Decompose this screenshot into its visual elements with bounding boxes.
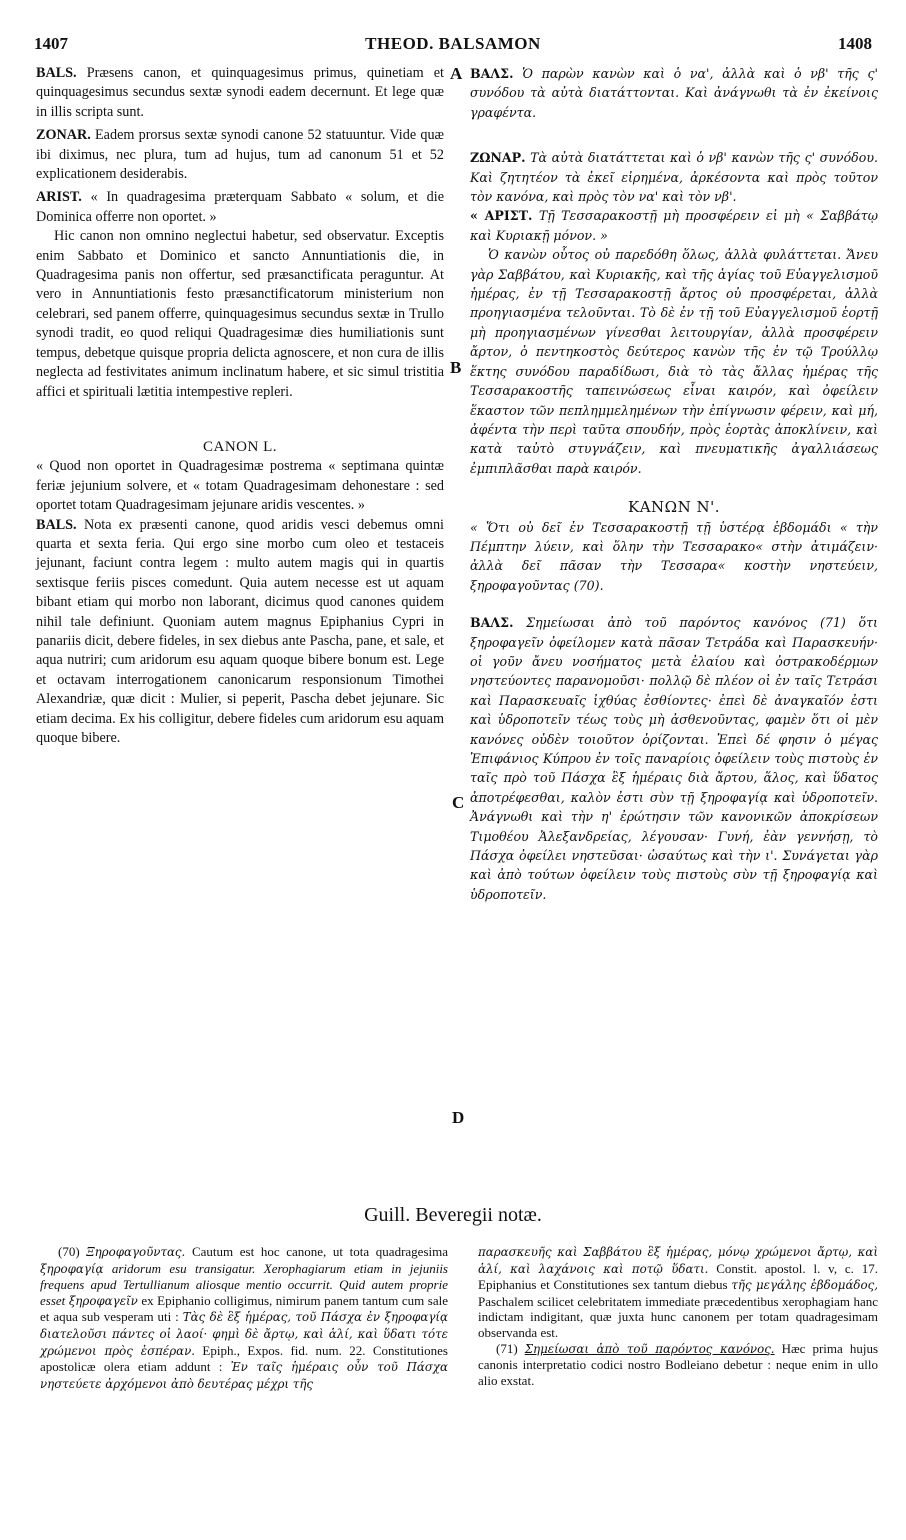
note-text: Cautum est hoc canone, ut tota quadragesima bbox=[191, 1244, 449, 1259]
note-text: ex Epiphanio colligimus, nimirum panem tantum cum sale et aqua sub vesperam uti : bbox=[40, 1292, 448, 1325]
commentator-label: ARIST. bbox=[36, 189, 82, 206]
margin-letter-a: A bbox=[450, 64, 463, 83]
greek-canon-title: ΚΑΝΩΝ Ν'. bbox=[627, 498, 720, 517]
running-title: THEOD. BALSAMON bbox=[365, 34, 541, 53]
commentator-label: BALS. bbox=[36, 516, 77, 533]
greek-aristenus-summary bbox=[470, 206, 878, 245]
margin-letter-b: B bbox=[450, 358, 462, 377]
commentator-label: « ΑΡΙΣΤ. bbox=[470, 208, 533, 224]
note-text: aridorum esu transigatur. Xerophagiarum etiam in jejuniis frequens apud Tertullianum aliosque mentio occurrit. Quid autem proprie esset bbox=[40, 1260, 448, 1308]
latin-canon-title: CANON L. bbox=[203, 438, 277, 455]
margin-letter-d: D bbox=[452, 1108, 465, 1127]
latin-aristenus-summary bbox=[36, 188, 444, 227]
greek-quote: ξηροφαγεῖν bbox=[68, 1293, 138, 1308]
greek-quote: Ἐν ταῖς ἡμέραις οὖν τοῦ Πάσχα νηστεύετε ἀρχόμενοι ἀπὸ δευτέρας μέχρι τῆς bbox=[40, 1360, 449, 1391]
commentator-label: ΒΑΛΣ. bbox=[470, 615, 514, 631]
notes-column-right bbox=[478, 1244, 878, 1388]
greek-balsamon-1 bbox=[470, 64, 878, 122]
note-70 bbox=[40, 1244, 448, 1392]
paragraph-text: Ὁ παρὼν κανὼν καὶ ὁ να', ἀλλὰ καὶ ὁ νβ' τῆς ς' συνόδου τὰ αὐτὰ διατάττονται. Καὶ ἀνάγνωθι τὰ ἐν ἐκείνοις γραφέντα. bbox=[470, 66, 878, 120]
greek-zonaras bbox=[470, 148, 878, 206]
latin-aristenus-text: Hic canon non omnino neglectui habetur, sed observatur. Exceptis enim Sabbato et Dominico et sancto Annuntiationis die, in Quadragesima panis non offertur, sed præsanctificata peraguntur. At vero in Annuntiationis festo præsanctificatorum ministerium non celebrari, sed panem offerre, quinquagesimus secundus sextæ in Trullo synodi tradit, eo quod reliqui Quadragesimæ dies humiliationis sunt tempus, debetque quisque propria delicta agnoscere, et non cura de illis neglecta ad festivitates animum inclinatum habere, et sic simul tristitia affici et spirituali lætitia intempestive repleri. bbox=[36, 228, 444, 400]
paragraph-text: Σημείωσαι ἀπὸ τοῦ παρόντος κανόνος (71) ὅτι ξηροφαγεῖν ὀφείλομεν κατὰ πᾶσαν Τετράδα καὶ Παρασκευήν· οἱ γοῦν ἄνευ νοσήματος μετὰ ἐλαίου καὶ ὀστρακοδέρμων νηστεύοντες παρανομοῦσι· πολλῷ δὲ πλέον οἱ ἐν ταῖς Τετράσι καὶ Παρασκευαῖς ἰχθύας ἐσθίοντες· ἐπεὶ δὲ ἀναγκαῖόν ἐστι καὶ ὑδροποτεῖν τέως τοὺς μὴ ἀσθενοῦντας, φαμὲν ὅτι οἱ μὲν κανόνες οὐδὲν τοιοῦτον ὁρίζονται. Ἐπεὶ δέ φησιν ὁ μέγας Ἐπιφάνιος Κύπρου ἐν τοῖς παναρίοις ὀφείλειν τοὺς πιστοὺς ἐν ταῖς πρὸ τοῦ Πάσχα ἓξ ἡμέραις διὰ ἄρτου, ἅλος, καὶ ὕδατος ἀποτρέφεσθαι, καλὸν ἐστι σὺν τῇ ξηροφαγίᾳ καὶ ὑδροποτεῖν. Ἀνάγνωθι καὶ τὴν η' ἐρώτησιν τῶν κανονικῶν ἀποκρίσεων Τιμοθέου Ἀλεξανδρείας, λέγουσαν· Γυνή, ἐὰν γεννήσῃ, τὸ Πάσχα ὀφείλει νηστεῦσαι· ὡσαύτως καὶ τὴν ι'. Συνάγεται γὰρ καὶ ἀπὸ τούτων ὀφείλειν τοὺς πιστοὺς σὺν τῇ ξηροφαγίᾳ καὶ ὑδροποτεῖν. bbox=[470, 615, 878, 902]
greek-column bbox=[470, 64, 878, 904]
paragraph-text: Eadem prorsus sextæ synodi canone 52 statuuntur. Vide quæ ibi diximus, nec plura, tum ad hujus, tum ad canonum 51 et 52 explicationem desiderabis. bbox=[36, 127, 444, 183]
note-70-continued bbox=[478, 1244, 878, 1341]
page-number-left: 1407 bbox=[34, 34, 68, 53]
page-number-right: 1408 bbox=[838, 34, 872, 53]
greek-balsamon-2 bbox=[470, 613, 878, 904]
note-text: Paschalem scilicet celebritatem immediate præcedentibus xerophagiam hanc indictam indigitant, quæ juxta hunc canonem per totam quadragesimam observanda est. bbox=[478, 1293, 878, 1340]
commentator-label: ΒΑΛΣ. bbox=[470, 66, 514, 81]
note-text: Hæc prima hujus canonis interpretatio codici nostro Bodleiano debetur : neque enim in ullo alio exstat. bbox=[478, 1340, 879, 1388]
note-lemma: Ξηροφαγοῦντας. bbox=[86, 1245, 186, 1259]
margin-letter-c: C bbox=[452, 793, 465, 812]
summary-text: Τῇ Τεσσαρακοστῇ μὴ προσφέρειν εἰ μὴ « Σαββάτῳ καὶ Κυριακῇ μόνον. » bbox=[470, 208, 878, 243]
summary-text: « In quadragesima præterquam Sabbato « solum, et die Dominica offerre non oportet. » bbox=[36, 189, 445, 225]
commentator-label: ZONAR. bbox=[36, 127, 91, 144]
commentator-label: ΖΩΝΑΡ. bbox=[470, 150, 526, 166]
paragraph-text: Τὰ αὐτὰ διατάττεται καὶ ὁ νβ' κανὼν τῆς ς' συνόδου. Καὶ ζητητέον τὰ ἐκεῖ εἰρημένα, ἀρκέσοντα καὶ πρὸς τοῦτον τὸν κανόνα, καὶ πρὸς τὸν να' καὶ τὸν νβ'. bbox=[470, 150, 878, 205]
greek-aristenus-text: Ὁ κανὼν οὗτος οὐ παρεδόθη ὅλως, ἀλλὰ φυλάττεται. Ἄνευ γὰρ Σαββάτου, καὶ Κυριακῆς, καὶ τῆς ἁγίας τοῦ Εὐαγγελισμοῦ ἡμέρας, ἐν τῇ Τεσσαρακοστῇ ἄρτος οὐ προσφέρεται, ἀλλὰ προηγιασμένα τελοῦνται. Τὸ δὲ ἐν τῇ τοῦ Εὐαγγελισμοῦ ἑορτῇ μὴ προηγιασμένων γίνεσθαι λειτουργίαν, ἀλλὰ προσφέρειν ἄρτον, ὁ πεντηκοστὸς δεύτερος κανὼν τῆς ἐν τῷ Τρούλλῳ ἕκτης συνόδου παραδίδωσι, διὰ τὸ τὰς ἄλλας ἡμέρας τῆς Τεσσαρακοστῆς ταπεινώσεως εἶναι καιρόν, καὶ ὀφείλειν ἕκαστον τῶν πεπλημμελημένων τὴν ἐπίγνωσιν φέρειν, καὶ μή, ἀφέντα τὴν περὶ ταῦτα σπουδήν, πρὸς ἑορτὰς ἀποκλίνειν, καὶ κατὰ ταὐτὸ στυγνάζειν, καὶ πνευματικῆς ἀγαλλιάσεως ἐμπιπλᾶσθαι παρὰ καιρόν. bbox=[470, 247, 878, 476]
greek-quote: τῆς μεγάλης ἑβδομάδος, bbox=[731, 1278, 878, 1293]
paragraph-text: Nota ex præsenti canone, quod aridis vesci debemus omni quarta et sexta feria. Qui ergo sine morbo cum oleo et testaceis jejunant, faciunt contra legem : multo autem magis qui in quartis sextisque feriis pisces comedunt. Quia autem necesse est ut aquam bibant etiam qui morbo non laborant, dicimus quod canones quidem nihil tale definiunt. Quoniam autem magnus Epiphanius Cypri in panariis dicit, debere fideles, in sex diebus ante Pascha, pane, et sale, et aqua nutriri; cum aridorum esu aquam quoque bibere bonum est. Lege et octavam interrogationem canonicarum responsionum Timothei Alexandriæ, quæ dicit : Mulier, si peperit, Pascha debet jejunare. Sic etiam decima. Ex his colligitur, debere fideles cum aridorum esu aquam quoque bibere. bbox=[36, 516, 445, 746]
greek-canon-summary: « Ὅτι οὐ δεῖ ἐν Τεσσαρακοστῇ τῇ ὑστέρᾳ ἑβδομάδι « τὴν Πέμπτην λύειν, καὶ ὅλην τὴν Τεσσαρακο« στὴν ἀτιμάζειν· ἀλλὰ δεῖ πᾶσαν τὴν Τεσσαρα« κοστὴν νηστεύειν, ξηροφαγοῦντας (70). bbox=[470, 519, 878, 593]
latin-balsamon-2 bbox=[36, 516, 444, 749]
note-text: Constit. apostol. l. v, c. 17. Epiphanius et Constitutiones sex tantum diebus bbox=[478, 1260, 879, 1293]
note-text: Epiph., Expos. fid. num. 22. Constitutiones apostolicæ olera etiam addunt : bbox=[40, 1342, 448, 1375]
greek-quote: παρασκευῆς καὶ Σαββάτου ἓξ ἡμέρας, μόνῳ χρώμενοι ἄρτῳ, καὶ ἁλί, καὶ λαχάνοις καὶ ποτῷ ὕδατι. bbox=[478, 1245, 878, 1276]
latin-balsamon-1 bbox=[36, 64, 444, 122]
note-marker: (70) bbox=[58, 1244, 80, 1259]
latin-zonaras bbox=[36, 126, 444, 184]
notes-column-left bbox=[40, 1244, 448, 1392]
page-header bbox=[34, 34, 872, 60]
note-71 bbox=[478, 1341, 878, 1389]
note-marker: (71) bbox=[496, 1340, 518, 1356]
commentator-label: BALS. bbox=[36, 65, 77, 81]
note-lemma: Σημείωσαι ἀπὸ τοῦ παρόντος κανόνος. bbox=[524, 1341, 775, 1356]
paragraph-text: Præsens canon, et quinquagesimus primus, quinetiam et quinquagesimus secundus sextæ synodi eadem decernunt. Et lege quæ in illis scripta sunt. bbox=[36, 65, 444, 120]
notes-title: Guill. Beveregii notæ. bbox=[364, 1204, 542, 1226]
latin-canon-summary: « Quod non oportet in Quadragesimæ postrema « septimana quintæ feriæ jejunium solvere, et « totam Quadragesimam dehonestare : sed oportet totam Quadragesimam jejunare aridis vescentes. » bbox=[36, 458, 444, 514]
latin-column bbox=[36, 64, 444, 748]
greek-quote: ξηροφαγίᾳ bbox=[40, 1261, 104, 1276]
greek-quote: Τὰς δὲ ἓξ ἡμέρας, τοῦ Πάσχα ἐν ξηροφαγίᾳ διατελοῦσι πάντες οἱ λαοί· φημὶ δὲ ἄρτῳ, καὶ ἁλί, καὶ ὕδατι τότε χρώμενοι πρὸς ἑσπέραν. bbox=[40, 1310, 448, 1358]
